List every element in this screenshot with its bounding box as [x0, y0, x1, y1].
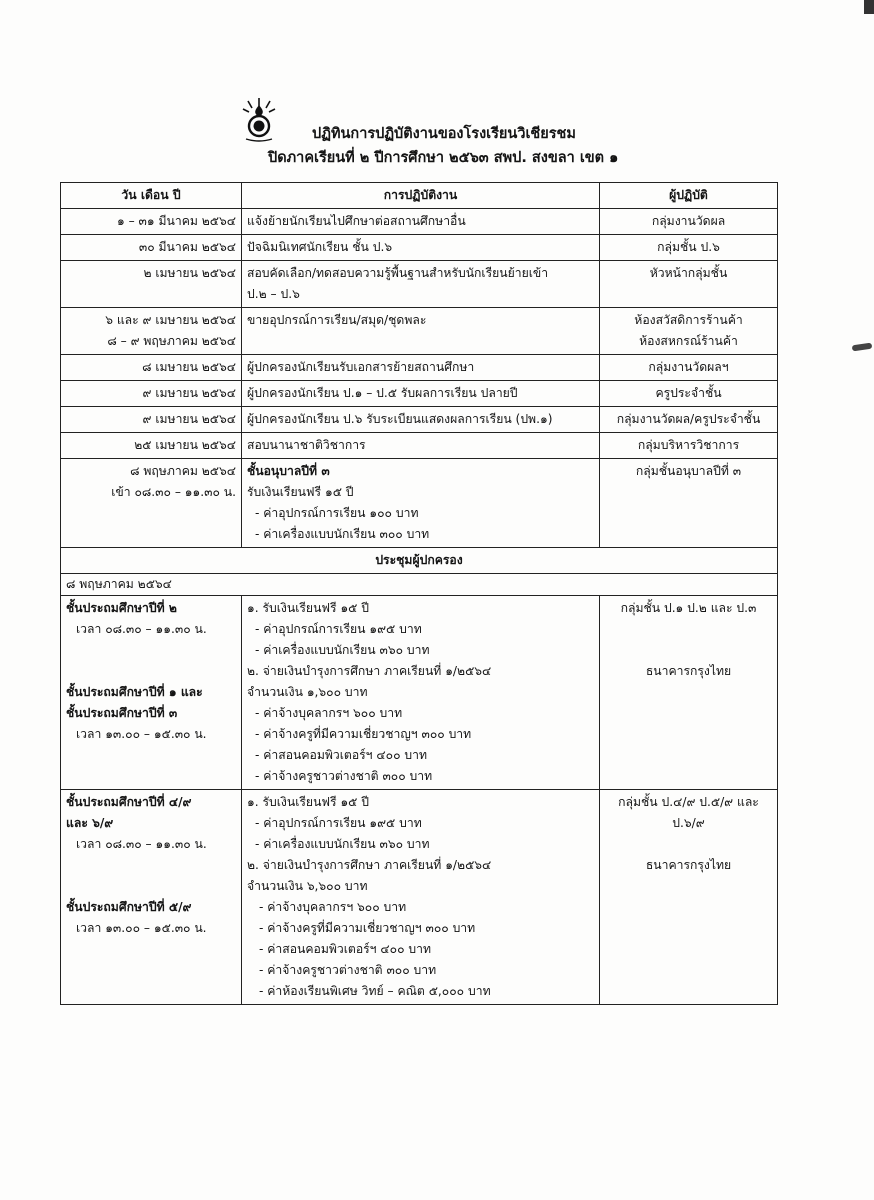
table-row [61, 433, 778, 459]
task-line: - ค่าห้องเรียนพิเศษ วิทย์ – คณิต ๕,๐๐๐ บาท [259, 984, 491, 998]
task-line: - ค่าจ้างครูที่มีความเชี่ยวชาญฯ ๓๐๐ บาท [255, 727, 472, 741]
responsible-cell: หัวหน้ากลุ่มชั้น [600, 261, 778, 308]
responsible-line: ป.๖/๙ [672, 816, 705, 830]
date-cell: ๑ – ๓๑ มีนาคม ๒๕๖๔ [61, 209, 242, 235]
task-cell [242, 459, 600, 548]
time-label: เวลา ๑๓.๐๐ – ๑๕.๓๐ น. [76, 921, 207, 935]
grade-label: ชั้นประถมศึกษาปีที่ ๔/๙ [66, 795, 192, 809]
bank-name: ธนาคารกรุงไทย [645, 858, 732, 872]
task-line: ป.๒ – ป.๖ [247, 287, 300, 301]
task-line: รับเงินเรียนฟรี ๑๕ ปี [247, 485, 354, 499]
table-row [61, 407, 778, 433]
task-line: - ค่าอุปกรณ์การเรียน ๑๙๕ บาท [255, 622, 422, 636]
task-line: - ค่าจ้างครูชาวต่างชาติ ๓๐๐ บาท [259, 963, 437, 977]
task-cell [242, 596, 600, 790]
time-label: เวลา ๐๘.๓๐ – ๑๑.๓๐ น. [76, 837, 207, 851]
date-line: ๘ พฤษภาคม ๒๕๖๔ [130, 464, 236, 478]
school-logo-icon [240, 96, 278, 144]
table-header-row [61, 183, 778, 209]
responsible-cell [600, 790, 778, 1005]
section-date-row [61, 574, 778, 596]
grade-time-cell [61, 596, 242, 790]
section-date: ๘ พฤษภาคม ๒๕๖๔ [61, 574, 778, 596]
task-line: ๒. จ่ายเงินบำรุงการศึกษา ภาคเรียนที่ ๑/๒๕๖๔ [247, 664, 492, 678]
date-cell: ๒๕ เมษายน ๒๕๖๔ [61, 433, 242, 459]
scan-mark [852, 343, 873, 352]
task-line: - ค่าจ้างครูที่มีความเชี่ยวชาญฯ ๓๐๐ บาท [259, 921, 476, 935]
table-row [61, 261, 778, 308]
date-cell: ๓๐ มีนาคม ๒๕๖๔ [61, 235, 242, 261]
date-line: ๖ และ ๙ เมษายน ๒๕๖๔ [105, 313, 236, 327]
task-line: - ค่าเครื่องแบบนักเรียน ๓๖๐ บาท [255, 643, 430, 657]
grade-label: ชั้นประถมศึกษาปีที่ ๑ และ [66, 685, 203, 699]
task-cell: แจ้งย้ายนักเรียนไปศึกษาต่อสถานศึกษาอื่น [242, 209, 600, 235]
task-cell: ผู้ปกครองนักเรียน ป.๑ – ป.๕ รับผลการเรียน ปลายปี [242, 381, 600, 407]
document-title: ปฏิทินการปฏิบัติงานของโรงเรียนวิเชียรชม [312, 126, 576, 142]
responsible-cell: กลุ่มงานวัดผล/ครูประจำชั้น [600, 407, 778, 433]
document-subtitle: ปิดภาคเรียนที่ ๒ ปีการศึกษา ๒๕๖๓ สพป. สงขลา เขต ๑ [268, 150, 619, 166]
time-label: เวลา ๐๘.๓๐ – ๑๑.๓๐ น. [76, 622, 207, 636]
bank-name: ธนาคารกรุงไทย [645, 664, 732, 678]
date-cell [61, 308, 242, 355]
date-cell: ๘ เมษายน ๒๕๖๔ [61, 355, 242, 381]
responsible-line: ห้องสวัสดิการร้านค้า [634, 313, 743, 327]
task-line: - ค่าอุปกรณ์การเรียน ๑๙๕ บาท [255, 816, 422, 830]
grade-label: ชั้นประถมศึกษาปีที่ ๕/๙ [66, 900, 192, 914]
responsible-cell: กลุ่มชั้น ป.๖ [600, 235, 778, 261]
time-line: เข้า ๐๘.๓๐ – ๑๑.๓๐ น. [111, 485, 236, 499]
date-cell: ๙ เมษายน ๒๕๖๔ [61, 381, 242, 407]
responsible-cell: ครูประจำชั้น [600, 381, 778, 407]
task-line: - ค่าจ้างบุคลากรฯ ๖๐๐ บาท [255, 706, 403, 720]
column-header-task: การปฏิบัติงาน [242, 183, 600, 209]
task-line: สอบคัดเลือก/ทดสอบความรู้พื้นฐานสำหรับนักเรียนย้ายเข้า [247, 266, 549, 280]
task-cell: สอบนานาชาติวิชาการ [242, 433, 600, 459]
task-cell: ขายอุปกรณ์การเรียน/สมุด/ชุดพละ [242, 308, 600, 355]
responsible-cell: กลุ่มชั้นอนุบาลปีที่ ๓ [600, 459, 778, 548]
column-header-responsible: ผู้ปฏิบัติ [600, 183, 778, 209]
task-cell: ผู้ปกครองนักเรียนรับเอกสารย้ายสถานศึกษา [242, 355, 600, 381]
grade-label: ชั้นประถมศึกษาปีที่ ๓ [66, 706, 178, 720]
task-cell: ผู้ปกครองนักเรียน ป.๖ รับระเบียนแสดงผลการเรียน (ปพ.๑) [242, 407, 600, 433]
table-row [61, 355, 778, 381]
task-line: - ค่าสอนคอมพิวเตอร์ฯ ๔๐๐ บาท [255, 748, 427, 762]
time-label: เวลา ๑๓.๐๐ – ๑๕.๓๐ น. [76, 727, 207, 741]
scan-corner-mark [864, 0, 874, 14]
grade-time-cell [61, 790, 242, 1005]
table-row [61, 381, 778, 407]
responsible-cell [600, 308, 778, 355]
task-cell [242, 261, 600, 308]
grade-label: และ ๖/๙ [66, 816, 114, 830]
column-header-date: วัน เดือน ปี [61, 183, 242, 209]
date-cell: ๙ เมษายน ๒๕๖๔ [61, 407, 242, 433]
task-line: - ค่าจ้างบุคลากรฯ ๖๐๐ บาท [259, 900, 407, 914]
task-line: ๒. จ่ายเงินบำรุงการศึกษา ภาคเรียนที่ ๑/๒๕๖๔ [247, 858, 492, 872]
task-line: จำนวนเงิน ๖,๖๐๐ บาท [247, 879, 368, 893]
table-row [61, 235, 778, 261]
task-line: - ค่าอุปกรณ์การเรียน ๑๐๐ บาท [255, 506, 419, 520]
table-row [61, 209, 778, 235]
schedule-table [60, 182, 778, 1005]
responsible-line: กลุ่มชั้น ป.๑ ป.๒ และ ป.๓ [620, 601, 757, 615]
section-title: ประชุมผู้ปกครอง [61, 548, 778, 574]
task-line: - ค่าเครื่องแบบนักเรียน ๓๐๐ บาท [255, 527, 430, 541]
section-row [61, 548, 778, 574]
grade-label: ชั้นประถมศึกษาปีที่ ๒ [66, 601, 177, 615]
table-row [61, 308, 778, 355]
responsible-line: ห้องสหกรณ์ร้านค้า [639, 334, 738, 348]
date-line: ๘ – ๙ พฤษภาคม ๒๕๖๔ [107, 334, 236, 348]
responsible-cell: กลุ่มบริหารวิชาการ [600, 433, 778, 459]
task-line: - ค่าจ้างครูชาวต่างชาติ ๓๐๐ บาท [255, 769, 433, 783]
task-line: จำนวนเงิน ๑,๖๐๐ บาท [247, 685, 368, 699]
table-row-meeting-1 [61, 596, 778, 790]
table-row-meeting-2 [61, 790, 778, 1005]
grade-heading: ชั้นอนุบาลปีที่ ๓ [247, 464, 330, 478]
task-line: - ค่าเครื่องแบบนักเรียน ๓๖๐ บาท [255, 837, 430, 851]
table-row-kindergarten [61, 459, 778, 548]
task-line: ๑. รับเงินเรียนฟรี ๑๕ ปี [247, 601, 370, 615]
task-cell [242, 790, 600, 1005]
responsible-cell: กลุ่มงานวัดผล [600, 209, 778, 235]
responsible-cell [600, 596, 778, 790]
date-cell [61, 459, 242, 548]
responsible-cell: กลุ่มงานวัดผลฯ [600, 355, 778, 381]
task-line: - ค่าสอนคอมพิวเตอร์ฯ ๔๐๐ บาท [259, 942, 431, 956]
task-cell: ปัจฉิมนิเทศนักเรียน ชั้น ป.๖ [242, 235, 600, 261]
date-cell: ๒ เมษายน ๒๕๖๔ [61, 261, 242, 308]
task-line: ๑. รับเงินเรียนฟรี ๑๕ ปี [247, 795, 370, 809]
responsible-line: กลุ่มชั้น ป.๔/๙ ป.๕/๙ และ [618, 795, 759, 809]
